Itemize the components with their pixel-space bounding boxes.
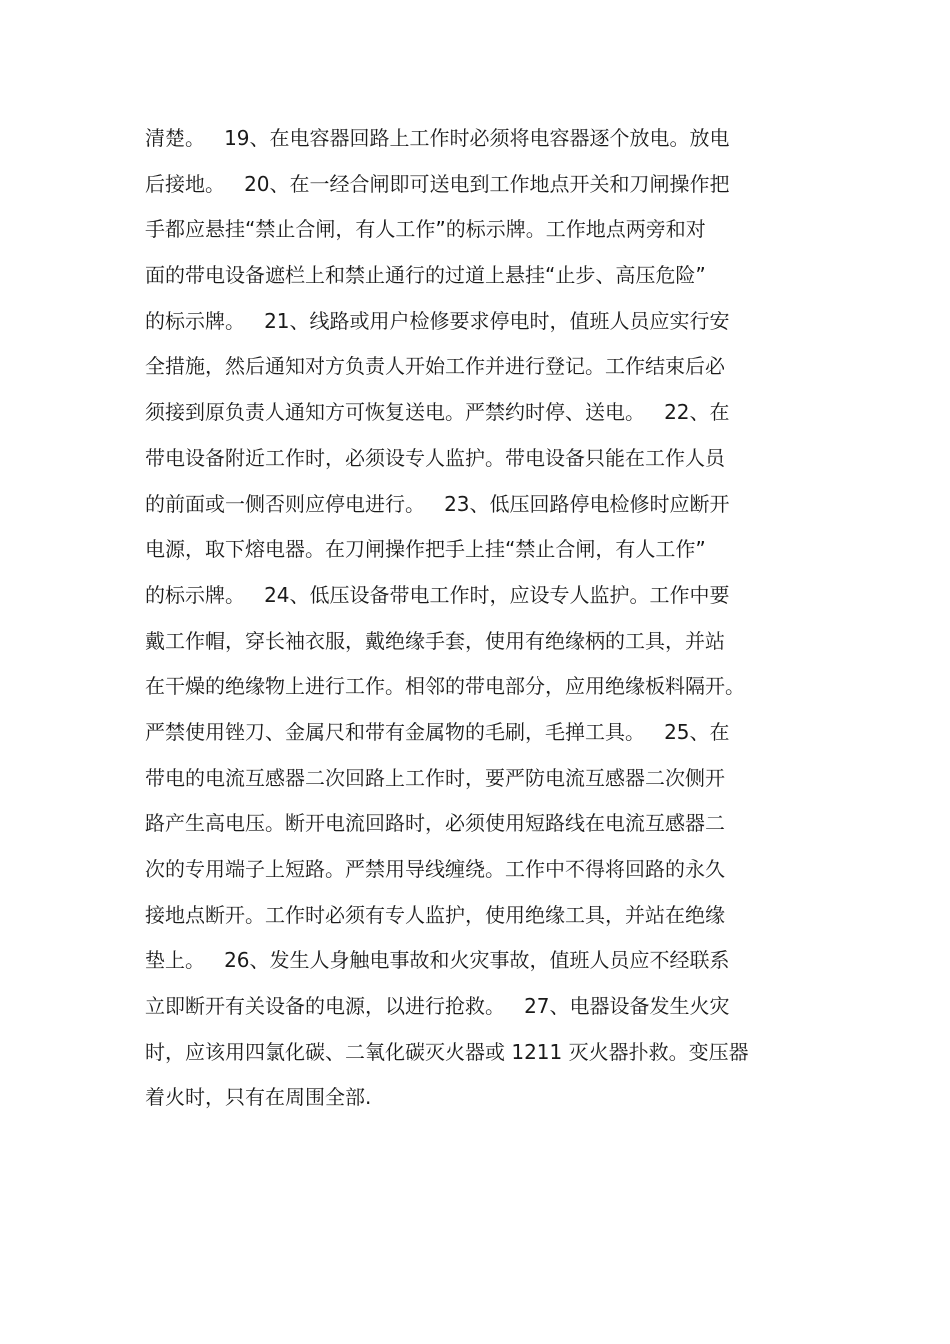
text-line: 手都应悬挂“禁止合闸，有人工作”的标示牌。工作地点两旁和对 xyxy=(145,217,706,242)
text-line: 的标示牌。 21、线路或用户检修要求停电时，值班人员应实行安 xyxy=(145,308,730,333)
text-line: 面的带电设备遮栏上和禁止通行的过道上悬挂“止步、高压危险” xyxy=(145,263,706,288)
text-line: 后接地。 20、在一经合闸即可送电到工作地点开关和刀闸操作把 xyxy=(145,171,730,196)
text-line: 的前面或一侧否则应停电进行。 23、低压回路停电检修时应断开 xyxy=(145,491,730,516)
text-line: 时，应该用四氯化碳、二氧化碳灭火器或 1211 灭火器扑救。变压器 xyxy=(145,1039,749,1064)
text-line: 路产生高电压。断开电流回路时，必须使用短路线在电流互感器二 xyxy=(145,811,725,836)
text-line: 在干燥的绝缘物上进行工作。相邻的带电部分，应用绝缘板料隔开。 xyxy=(145,674,745,699)
text-line: 次的专用端子上短路。严禁用导线缠绕。工作中不得将回路的永久 xyxy=(145,857,725,881)
text-line: 带电的电流互感器二次回路上工作时，要严防电流互感器二次侧开 xyxy=(145,765,725,790)
text-line: 立即断开有关设备的电源，以进行抢救。 27、电器设备发生火灾 xyxy=(145,994,730,1019)
text-line: 严禁使用锉刀、金属尺和带有金属物的毛刷，毛掸工具。 25、在 xyxy=(145,719,730,744)
text-line: 接地点断开。工作时必须有专人监护，使用绝缘工具，并站在绝缘 xyxy=(145,902,725,927)
text-line: 的标示牌。 24、低压设备带电工作时，应设专人监护。工作中要 xyxy=(145,582,730,607)
text-line: 电源，取下熔电器。在刀闸操作把手上挂“禁止合闸，有人工作” xyxy=(145,537,706,562)
text-line: 着火时，只有在周围全部. xyxy=(145,1085,372,1110)
text-line: 垫上。 26、发生人身触电事故和火灾事故，值班人员应不经联系 xyxy=(145,948,730,973)
text-line: 带电设备附近工作时，必须设专人监护。带电设备只能在工作人员 xyxy=(145,445,725,470)
text-line: 须接到原负责人通知方可恢复送电。严禁约时停、送电。 22、在 xyxy=(145,400,730,425)
body-text xyxy=(145,116,825,1121)
text-line: 戴工作帽，穿长袖衣服，戴绝缘手套，使用有绝缘柄的工具，并站 xyxy=(145,628,725,653)
text-line: 全措施，然后通知对方负责人开始工作并进行登记。工作结束后必 xyxy=(145,354,725,379)
text-line: 清楚。 19、在电容器回路上工作时必须将电容器逐个放电。放电 xyxy=(145,126,730,150)
